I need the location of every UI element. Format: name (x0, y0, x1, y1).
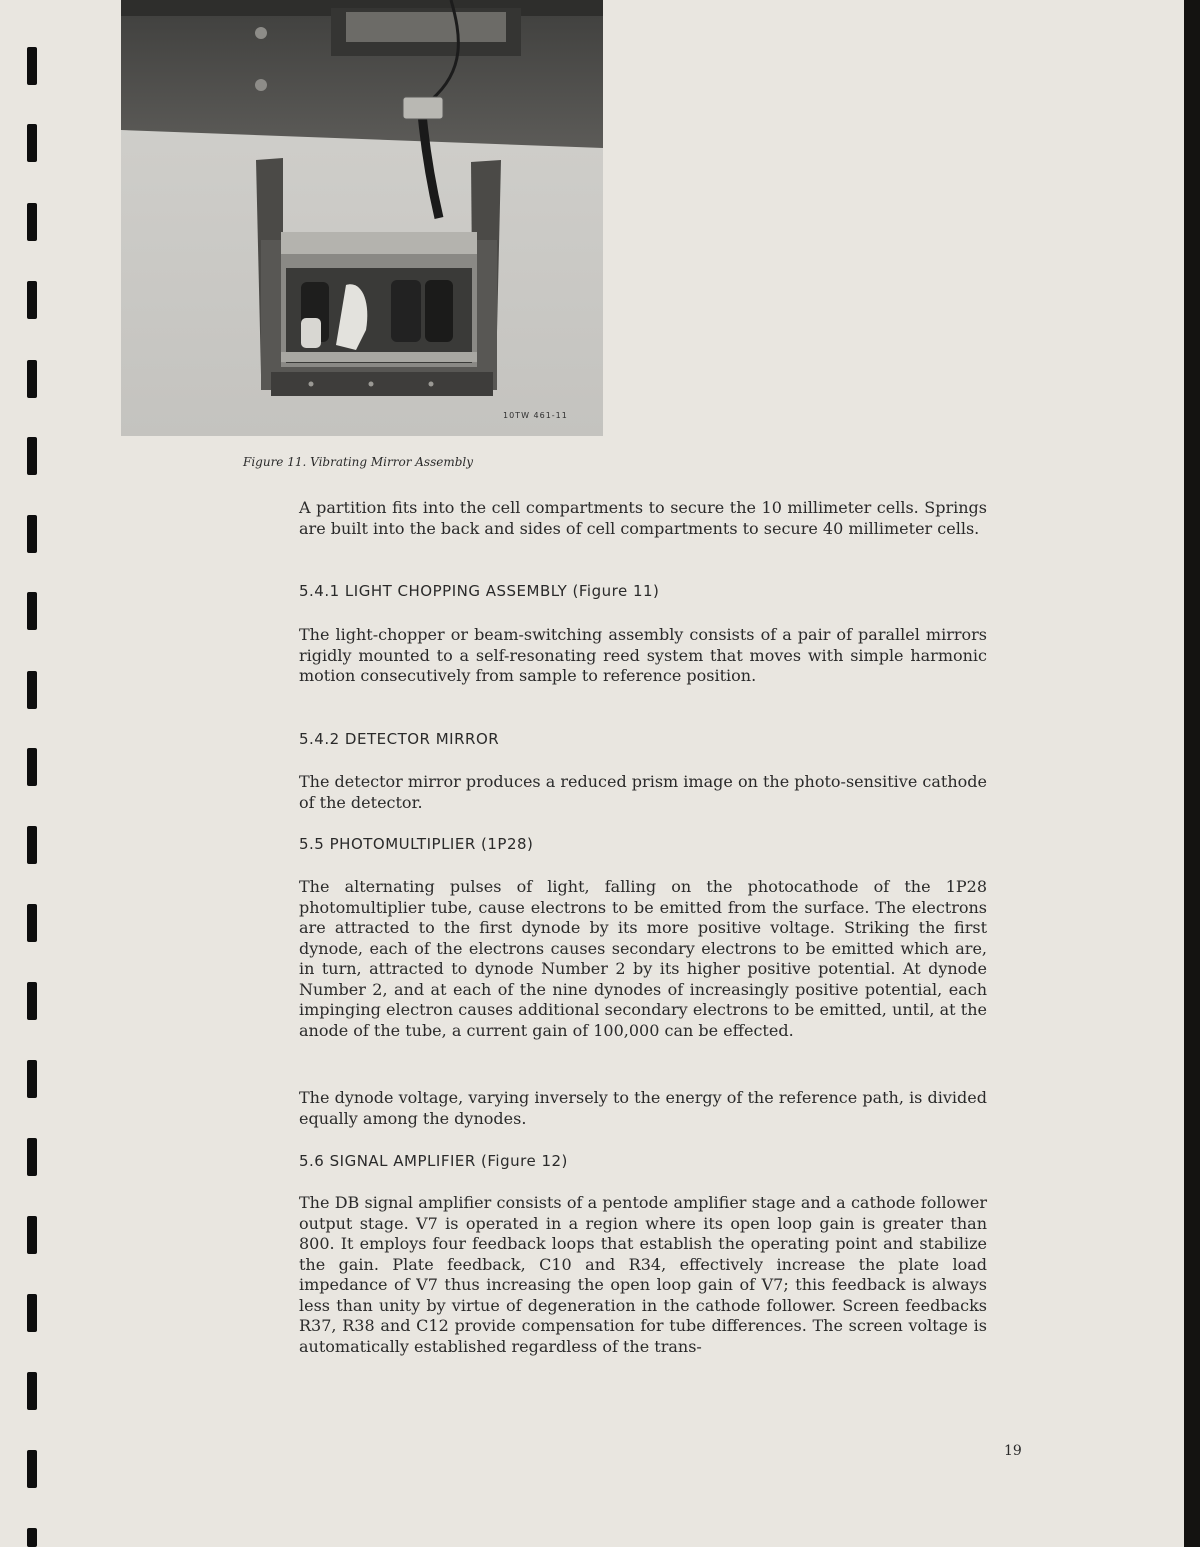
section-heading-5-4-2: 5.4.2 DETECTOR MIRROR (299, 730, 500, 748)
binder-hole (27, 515, 37, 553)
figure-code: 10TW 461-11 (503, 411, 568, 420)
photomultiplier-paragraph-1: The alternating pulses of light, falling on the photocathode of the 1P28 photomultiplier tube, cause electrons to be emitted from the surface. The electrons are attracted to the first dynode by its more positive voltage. Striking the first dynode, each of the electrons causes secondary electrons to be emitted which are, in turn, attracted to dynode Number 2 by its higher positive potential. At dynode Number 2, and at each of the nine dynodes of increasingly positive potential, each impinging electron causes additional secondary electrons to be emitted, until, at the anode of the tube, a current gain of 100,000 can be effected. (299, 877, 987, 1040)
binder-hole (27, 748, 37, 786)
detector-mirror-paragraph: The detector mirror produces a reduced prism image on the photo-sensitive cathode of the detector. (299, 772, 987, 812)
vibrating-mirror-photo (121, 0, 603, 436)
binder-hole (27, 437, 37, 475)
binder-hole (27, 360, 37, 398)
binder-hole (27, 826, 37, 864)
binder-hole (27, 904, 37, 942)
light-chopping-paragraph: The light-chopper or beam-switching assembly consists of a pair of parallel mirrors rigidly mounted to a self-resonating reed system that moves with simple harmonic motion consecutively from sample to reference position. (299, 625, 987, 685)
section-heading-5-5: 5.5 PHOTOMULTIPLIER (1P28) (299, 835, 534, 853)
intro-paragraph: A partition fits into the cell compartments to secure the 10 millimeter cells. Springs are built into the back and sides of cell compartments to secure 40 millimeter cells. (299, 498, 987, 538)
page-number: 19 (1004, 1443, 1022, 1459)
binder-hole (27, 47, 37, 85)
section-heading-5-6: 5.6 SIGNAL AMPLIFIER (Figure 12) (299, 1152, 568, 1170)
binder-hole (27, 1138, 37, 1176)
binder-hole (27, 1216, 37, 1254)
page-edge-shadow (1184, 0, 1200, 1547)
binder-hole (27, 982, 37, 1020)
figure-caption: Figure 11. Vibrating Mirror Assembly (243, 455, 474, 469)
binder-hole (27, 592, 37, 630)
binder-hole (27, 124, 37, 162)
binder-hole (27, 203, 37, 241)
binder-hole (27, 281, 37, 319)
binder-hole (27, 1294, 37, 1332)
binder-hole (27, 1528, 37, 1547)
section-heading-5-4-1: 5.4.1 LIGHT CHOPPING ASSEMBLY (Figure 11) (299, 582, 660, 600)
binder-hole (27, 1060, 37, 1098)
binder-hole (27, 671, 37, 709)
photomultiplier-paragraph-2: The dynode voltage, varying inversely to the energy of the reference path, is divided equally among the dynodes. (299, 1088, 987, 1128)
binder-hole (27, 1450, 37, 1488)
signal-amplifier-paragraph: The DB signal amplifier consists of a pentode amplifier stage and a cathode follower output stage. V7 is operated in a region where its open loop gain is greater than 800. It employs four feedback loops that establish the operating point and stabilize the gain. Plate feedback, C10 and R34, effectively increase the plate load impedance of V7 thus increasing the open loop gain of V7; this feedback is always less than unity by virtue of degeneration in the cathode follower. Screen feedbacks R37, R38 and C12 provide compensation for tube differences. The screen voltage is automatically established regardless of the trans- (299, 1193, 987, 1356)
binder-hole (27, 1372, 37, 1410)
